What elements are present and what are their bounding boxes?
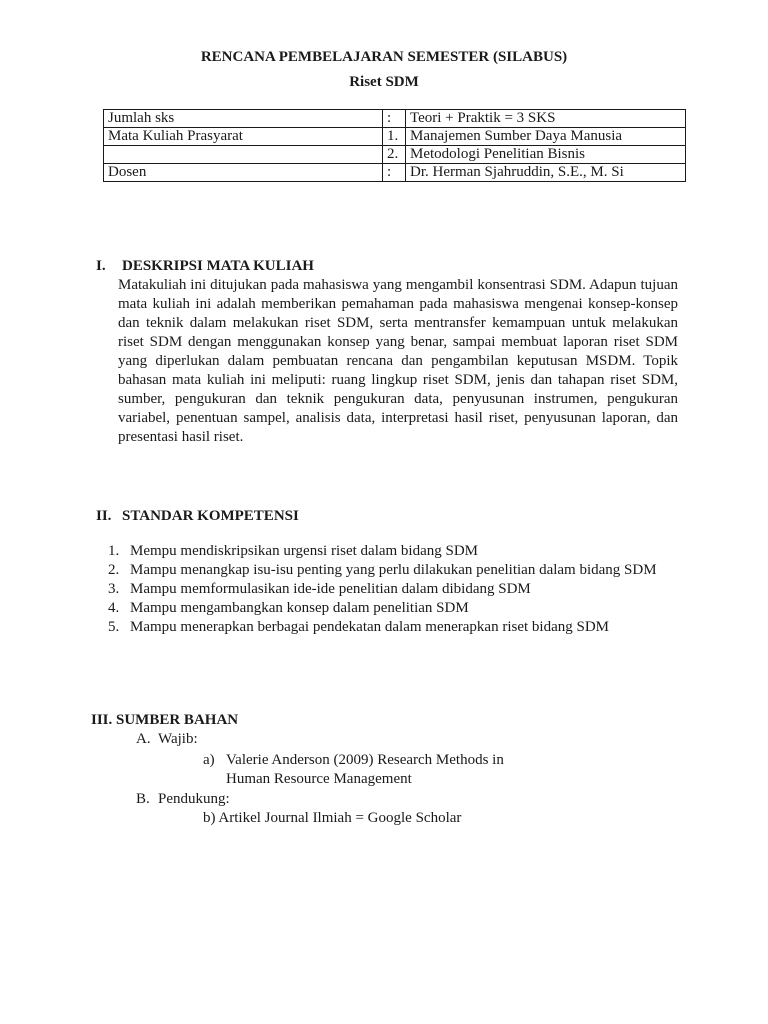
group-label: B. <box>136 791 150 807</box>
section-title: DESKRIPSI MATA KULIAH <box>122 258 314 274</box>
course-description <box>118 276 678 447</box>
table-row <box>104 146 686 164</box>
document-subtitle: Riset SDM <box>349 74 419 90</box>
group-title: Pendukung: <box>158 791 230 807</box>
item-text-line2: Human Resource Management <box>226 771 412 787</box>
section-number: I. <box>96 258 106 274</box>
table-cell-separator: : <box>383 110 406 128</box>
table-row <box>104 110 686 128</box>
list-number: 1. <box>108 543 120 559</box>
list-text: Mampu menangkap isu-isu penting yang perlu dilakukan penelitian dalam bidang SDM <box>130 562 657 578</box>
table-cell-label: Dosen <box>104 164 383 182</box>
list-number: 2. <box>108 562 120 578</box>
section-heading-sumber-bahan: III. SUMBER BAHAN <box>91 712 239 728</box>
list-item <box>108 542 668 561</box>
section-heading-deskripsi <box>96 257 314 276</box>
table-cell-label: Mata Kuliah Prasyarat <box>104 128 383 146</box>
section-heading-kompetensi <box>96 507 299 526</box>
table-cell-label: Jumlah sks <box>104 110 383 128</box>
source-group-wajib <box>136 730 198 749</box>
list-text: Mempu mendiskripsikan urgensi riset dalam bidang SDM <box>130 543 479 559</box>
source-group-pendukung <box>136 790 230 809</box>
table-cell-separator: 2. <box>383 146 406 164</box>
document-title: RENCANA PEMBELAJARAN SEMESTER (SILABUS) <box>200 49 568 65</box>
table-cell-value: Dr. Herman Sjahruddin, S.E., M. Si <box>406 164 686 182</box>
list-number: 4. <box>108 600 120 616</box>
section-title: STANDAR KOMPETENSI <box>122 508 299 524</box>
list-number: 5. <box>108 619 120 635</box>
list-item <box>108 599 668 618</box>
item-label: a) <box>203 752 215 768</box>
list-text: Mampu memformulasikan ide-ide penelitian dalam dibidang SDM <box>130 581 531 597</box>
list-text: Mampu mengambangkan konsep dalam penelitian SDM <box>130 600 469 616</box>
table-row <box>104 164 686 182</box>
list-item <box>108 618 668 637</box>
list-text: Mampu menerapkan berbagai pendekatan dalam menerapkan riset bidang SDM <box>130 619 609 635</box>
source-item-wajib <box>203 751 563 789</box>
list-item <box>108 561 668 580</box>
description-text: Matakuliah ini ditujukan pada mahasiswa yang mengambil konsentrasi SDM. Adapun tujuan mata kuliah ini adalah memberikan pemahaman pada mahasiswa mengenai konsep-konsep dan teknik dalam melakukan riset SDM, serta mentransfer kemampuan untuk melakukan riset SDM dengan menggunakan konsep yang benar, sampai membuat laporan riset SDM yang diperlukan dalam pembuatan rencana dan pengambilan keputusan MSDM. Topik bahasan mata kuliah ini meliputi: ruang lingkup riset SDM, jenis dan tahapan riset SDM, sumber, pengukuran dan teknik pengukuran data, penyusunan instrumen, pengukuran variabel, penentuan sampel, analisis data, interpretasi hasil riset, penyusunan laporan, dan presentasi hasil riset. <box>118 277 678 445</box>
competency-list <box>108 542 668 637</box>
group-label: A. <box>136 731 151 747</box>
table-cell-separator: 1. <box>383 128 406 146</box>
table-cell-value: Manajemen Sumber Daya Manusia <box>406 128 686 146</box>
table-row <box>104 128 686 146</box>
source-item-pendukung: b) Artikel Journal Ilmiah = Google Scholar <box>203 810 462 826</box>
table-cell-label <box>104 146 383 164</box>
list-number: 3. <box>108 581 120 597</box>
section-number: II. <box>96 508 112 524</box>
course-info-table <box>103 109 686 182</box>
item-text-line1: Valerie Anderson (2009) Research Methods in <box>226 752 504 768</box>
table-cell-value: Metodologi Penelitian Bisnis <box>406 146 686 164</box>
group-title: Wajib: <box>158 731 198 747</box>
table-cell-value: Teori + Praktik = 3 SKS <box>406 110 686 128</box>
list-item <box>108 580 668 599</box>
table-cell-separator: : <box>383 164 406 182</box>
